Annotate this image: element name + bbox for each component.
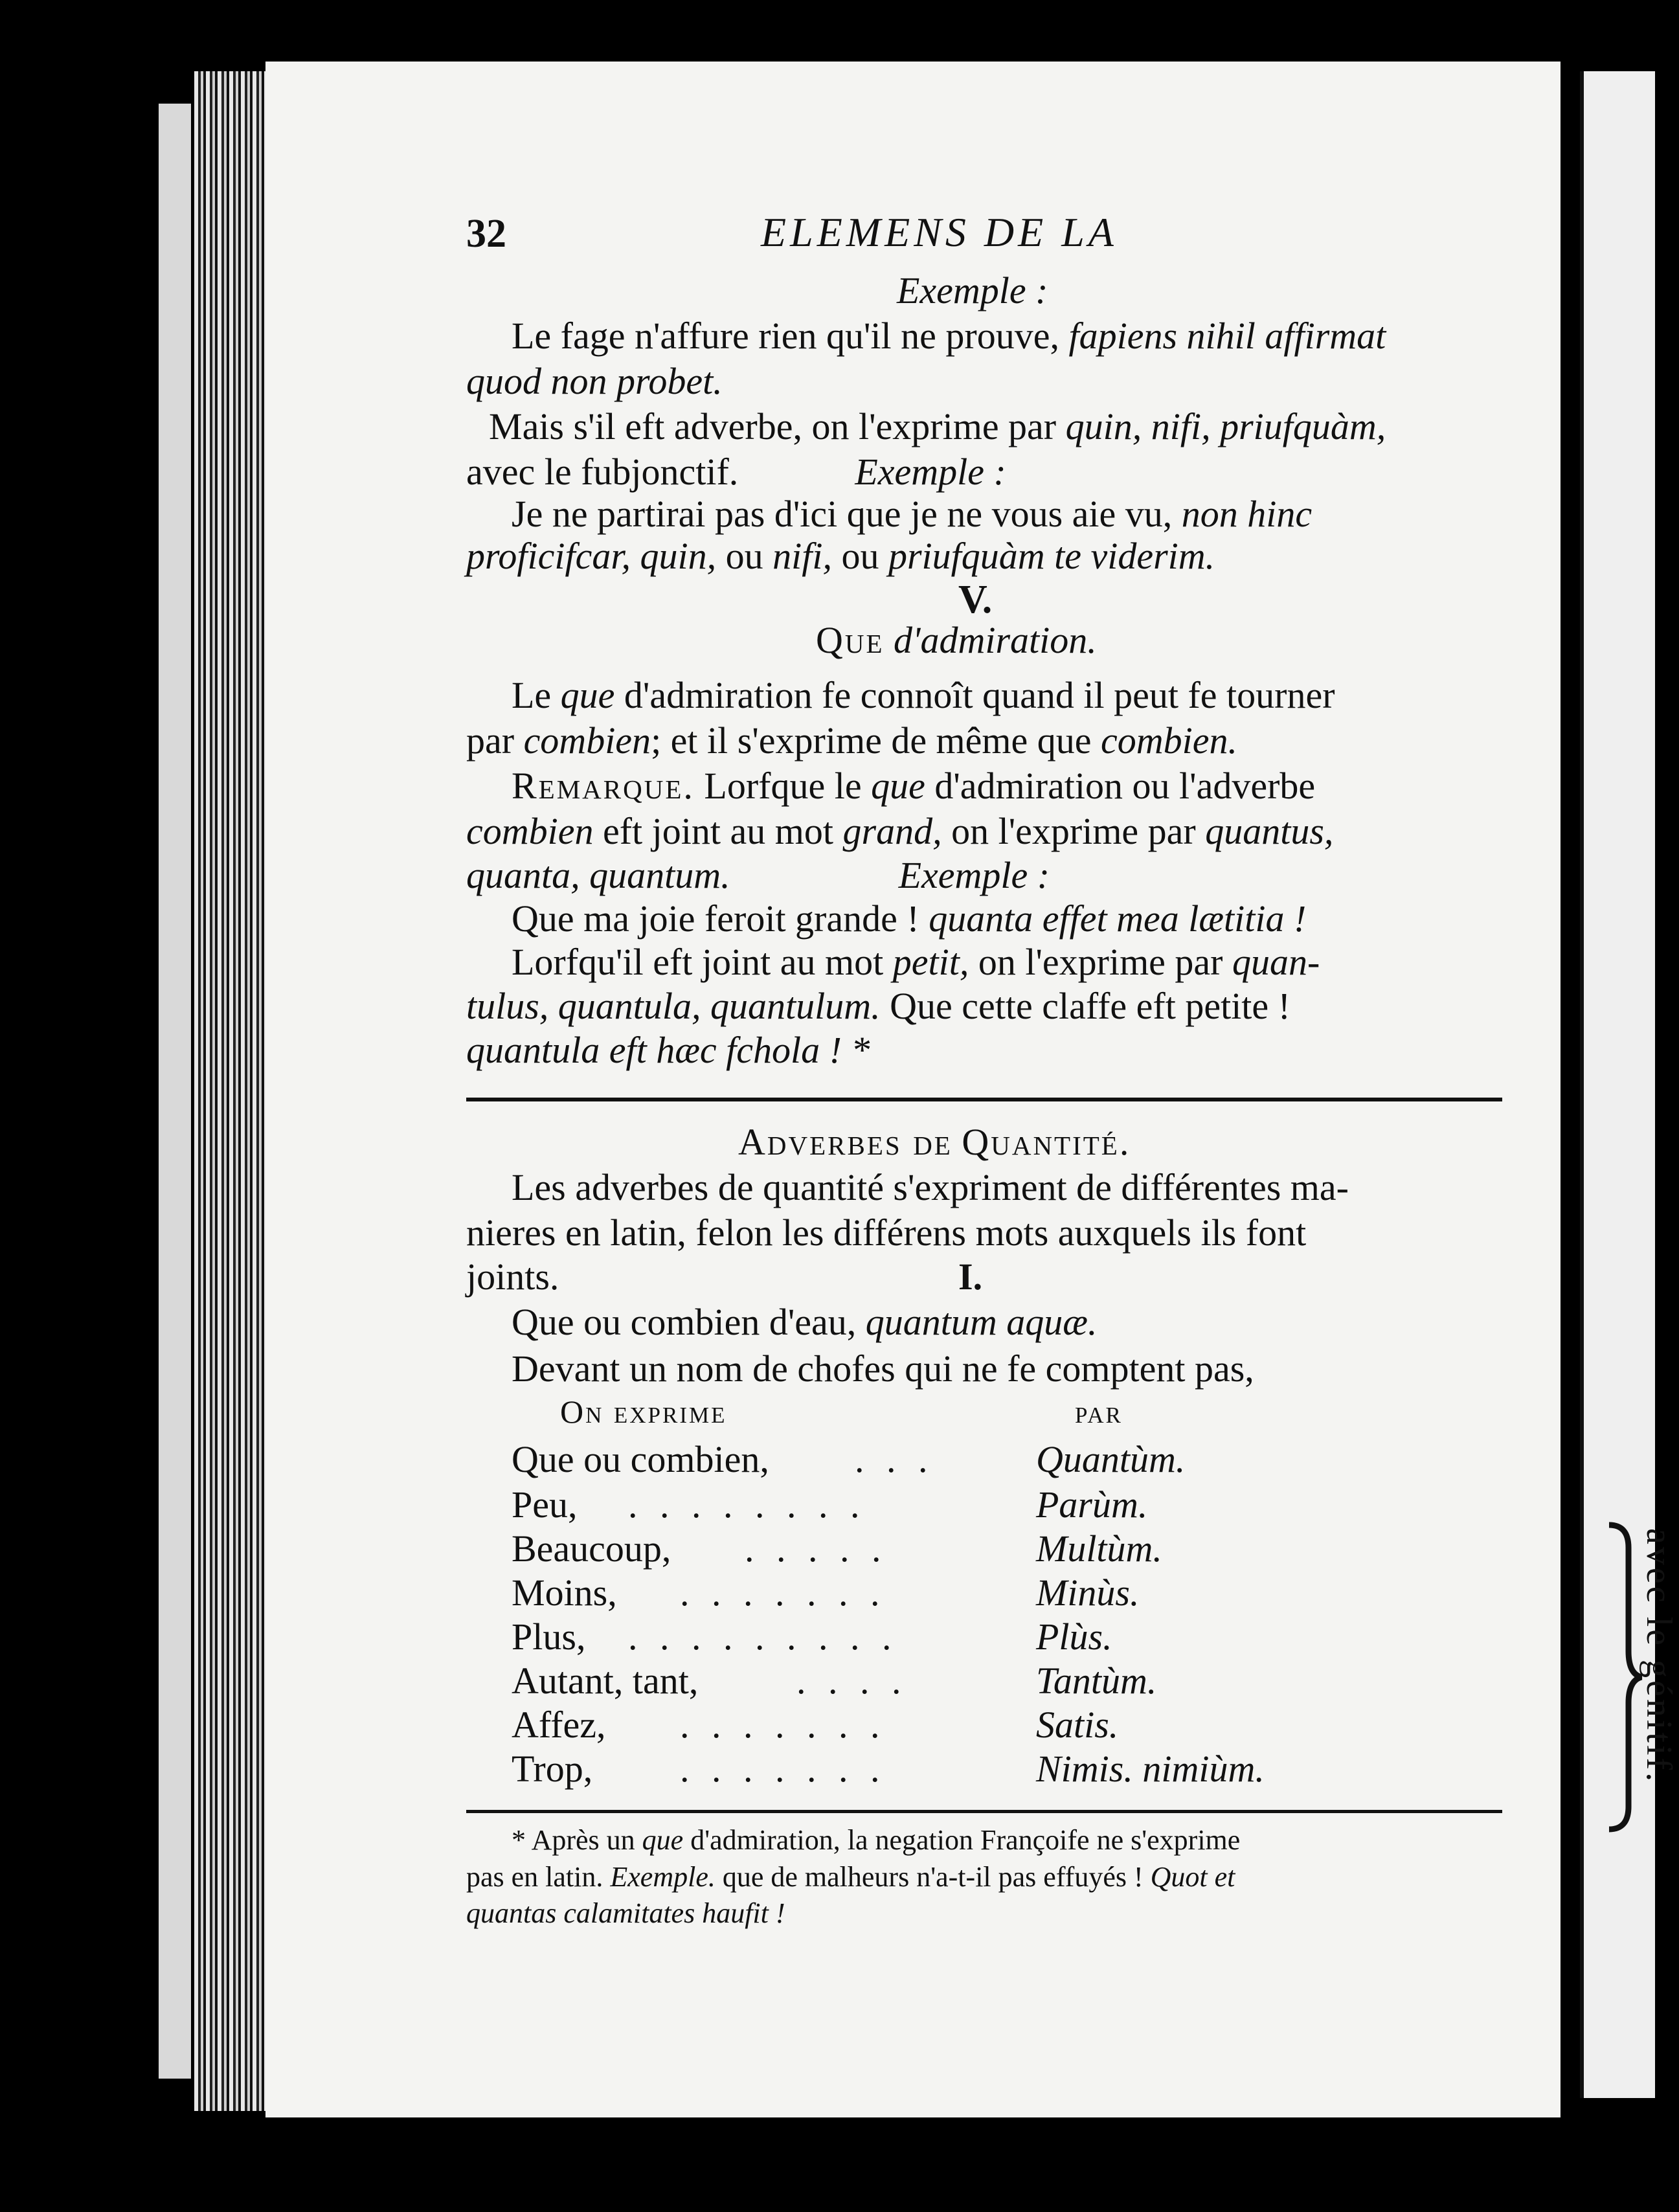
text-line: Les adverbes de quantité s'expriment de différentes ma- <box>512 1166 1349 1208</box>
text-line: par combien; et il s'exprime de même que combien. <box>466 719 1238 762</box>
text-line: Mais s'il eft adverbe, on l'exprime par quin, nifi, priufquàm, <box>489 405 1386 447</box>
text-line: quanta, quantum. Exemple : <box>466 854 1050 896</box>
table-cell-latin: Quantùm. <box>1036 1438 1186 1480</box>
text-line: tulus, quantula, quantulum. Que cette claffe eft petite ! <box>466 985 1290 1027</box>
leader-dots: . . . . . . . <box>680 1748 886 1790</box>
table-cell-latin: Minùs. <box>1036 1572 1140 1614</box>
leader-dots: . . . . . . . . . <box>628 1616 898 1658</box>
table-cell-latin: Nimis. nimiùm. <box>1036 1748 1265 1790</box>
column-header-left: On exprime <box>560 1394 727 1430</box>
table-row: Peu, <box>512 1484 578 1526</box>
text-line: nieres en latin, felon les différens mots auxquels ils font <box>466 1212 1307 1254</box>
text-line: Lorfqu'il eft joint au mot petit, on l'exprime par quan- <box>512 941 1320 983</box>
table-row: Que ou combien, <box>512 1438 769 1480</box>
page-number: 32 <box>466 212 506 256</box>
column-header-right: par <box>1075 1394 1123 1430</box>
footnote-rule <box>466 1810 1502 1813</box>
section-number: I. <box>958 1256 983 1298</box>
table-row: Plus, <box>512 1616 586 1658</box>
section-heading: Adverbes de Quantité. <box>738 1121 1131 1163</box>
section-number: V. <box>958 578 993 622</box>
section-rule <box>466 1098 1502 1101</box>
text-line: Le que d'admiration fe connoît quand il peut fe tourner <box>512 674 1335 716</box>
leader-dots: . . . <box>855 1438 934 1480</box>
text-line: joints. <box>466 1256 559 1298</box>
table-cell-latin: Satis. <box>1036 1704 1119 1746</box>
table-row: Autant, tant, <box>512 1660 699 1702</box>
leader-dots: . . . . . . . <box>680 1572 886 1614</box>
table-cell-latin: Parùm. <box>1036 1484 1148 1526</box>
text-line: Le fage n'affure rien qu'il ne prouve, fapiens nihil affirmat <box>512 315 1386 357</box>
page-edges <box>194 71 265 2111</box>
example-label: Exemple : <box>897 269 1048 311</box>
text-line: Je ne partirai pas d'ici que je ne vous aie vu, non hinc <box>512 493 1313 535</box>
text-line: quantula eft hæc fchola ! * <box>466 1029 870 1071</box>
leader-dots: . . . . . . . . <box>628 1484 866 1526</box>
leader-dots: . . . . . . . <box>680 1704 886 1746</box>
text-line: Que ou combien d'eau, quantum aquæ. <box>512 1301 1098 1343</box>
table-row: Affez, <box>512 1704 606 1746</box>
table-cell-latin: Tantùm. <box>1036 1660 1157 1702</box>
text-line: Devant un nom de chofes qui ne fe comptent pas, <box>512 1348 1254 1390</box>
table-cell-latin: Plùs. <box>1036 1616 1112 1658</box>
brace-note: avec le génitif. <box>1639 1528 1679 1785</box>
text-line: avec le fubjonctif. Exemple : <box>466 451 1006 493</box>
text-line: proficifcar, quin, ou nifi, ou priufquàm te viderim. <box>466 535 1215 577</box>
section-heading: Que d'admiration. <box>816 619 1097 661</box>
book-edge-shadow <box>159 104 191 2079</box>
footnote-line: quantas calamitates haufit ! <box>466 1897 785 1929</box>
footnote-line: pas en latin. Exemple. que de malheurs n'a-t-il pas effuyés ! Quot et <box>466 1861 1235 1893</box>
text-line: Remarque. Lorfque le que d'admiration ou l'adverbe <box>512 765 1316 807</box>
table-row: Beaucoup, <box>512 1528 671 1570</box>
running-title: ELEMENS DE LA <box>761 209 1118 255</box>
leader-dots: . . . . <box>796 1660 908 1702</box>
table-cell-latin: Multùm. <box>1036 1528 1162 1570</box>
footnote-line: * Après un que d'admiration, la negation Françoife ne s'exprime <box>512 1824 1241 1856</box>
leader-dots: . . . . . <box>745 1528 888 1570</box>
table-row: Trop, <box>512 1748 593 1790</box>
table-row: Moins, <box>512 1572 617 1614</box>
text-line: quod non probet. <box>466 360 723 402</box>
book-page <box>265 62 1679 2117</box>
text-line: Que ma joie feroit grande ! quanta effet mea lætitia ! <box>512 897 1307 940</box>
text-line: combien eft joint au mot grand, on l'exprime par quantus, <box>466 810 1334 852</box>
